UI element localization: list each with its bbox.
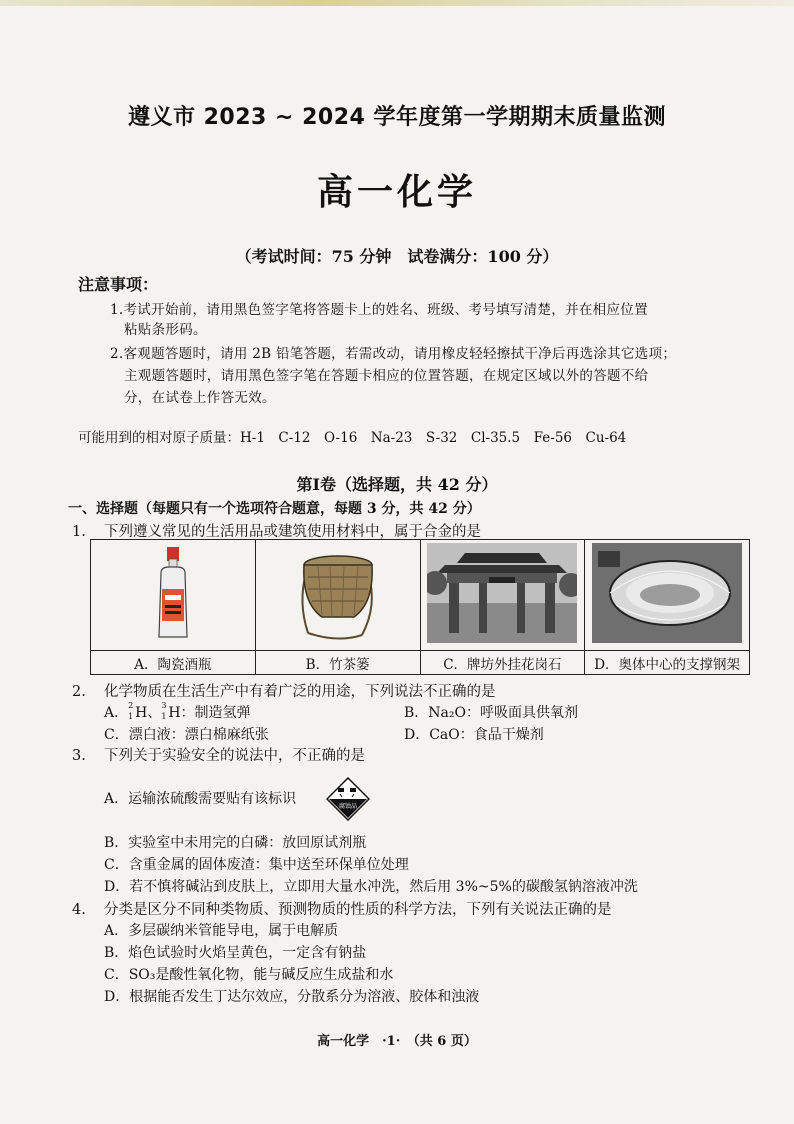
q3-option-d: D．若不慎将碱沾到皮肤上，立即用大量水冲洗，然后用 3%~5%的碳酸氢钠溶液冲洗 (104, 879, 638, 895)
question-number: 4. (72, 902, 86, 918)
option-text: H、 (135, 705, 162, 721)
photo-bamboo-basket (255, 540, 420, 651)
corrosive-hazard-icon (326, 777, 370, 821)
question-2 (72, 680, 496, 701)
photo-liquor-bottle (91, 540, 256, 651)
notes-heading: 注意事项： (78, 275, 159, 294)
option-label: A． (104, 705, 129, 721)
q1-option-c: C．牌坊外挂花岗石 (420, 651, 585, 675)
isotope-atomic-number: 1 (128, 712, 134, 721)
part-heading: 一、选择题（每题只有一个选项符合题意，每题 3 分，共 42 分） (68, 501, 481, 517)
photo-archway (420, 540, 585, 651)
scan-top-edge (0, 0, 794, 6)
question-text: 分类是区分不同种类物质、预测物质的性质的科学方法，下列有关说法正确的是 (104, 902, 612, 918)
question-3 (72, 744, 365, 765)
subject-title: 高一化学 (316, 172, 477, 213)
q3-option-b: B．实验室中未用完的白磷：放回原试剂瓶 (104, 835, 367, 851)
atomic-masses: 可能用到的相对原子质量：H-1 C-12 O-16 Na-23 S-32 Cl-35.5 Fe-56 Cu-64 (78, 430, 627, 446)
question-number: 3. (72, 748, 86, 764)
q4-option-c: C．SO₃是酸性氧化物，能与碱反应生成盐和水 (104, 967, 394, 983)
q1-option-a: A．陶瓷酒瓶 (91, 651, 256, 675)
photo-stadium-steel-frame (585, 540, 750, 651)
note-line: 主观题答题时，请用黑色签字笔在答题卡相应的位置答题，在规定区域以外的答题不给 (124, 368, 649, 384)
q3-option-c: C．含重金属的固体废渣：集中送至环保单位处理 (104, 857, 409, 873)
note-line: 分，在试卷上作答无效。 (124, 390, 276, 406)
q2-option-c: C．漂白液：漂白棉麻纸张 (104, 727, 269, 743)
section-title: 第Ⅰ卷（选择题，共 42 分） (296, 475, 498, 494)
question-text: 下列遵义常见的生活用品或建筑使用材料中，属于合金的是 (104, 524, 481, 540)
question-1 (72, 520, 481, 541)
option-text: H：制造氢弹 (168, 705, 251, 721)
hazard-label: 腐蚀品 (338, 803, 358, 810)
q2-option-d: D．CaO：食品干燥剂 (404, 727, 544, 743)
note-line: 粘贴条形码。 (124, 322, 207, 338)
q4-option-d: D．根据能否发生丁达尔效应，分散系分为溶液、胶体和浊液 (104, 989, 480, 1005)
q2-option-a (104, 702, 251, 722)
q3-option-a: A．运输浓硫酸需要贴有该标识 (104, 791, 297, 807)
question-4 (72, 898, 612, 919)
q1-option-b: B．竹茶篓 (255, 651, 420, 675)
question-text: 下列关于实验安全的说法中，不正确的是 (104, 748, 365, 764)
exam-title: 遵义市 2023 ~ 2024 学年度第一学期期末质量监测 (127, 105, 667, 130)
question-number: 2. (72, 684, 86, 700)
exam-time-info: （考试时间：75 分钟 试卷满分：100 分） (235, 247, 559, 266)
q1-image-table (90, 539, 750, 675)
note-line: 1.考试开始前，请用黑色签字笔将答题卡上的姓名、班级、考号填写清楚，并在相应位置 (110, 302, 648, 318)
q1-option-d: D．奥体中心的支撑钢架 (585, 651, 750, 675)
q2-option-b: B．Na₂O：呼吸面具供氧剂 (404, 705, 578, 721)
isotope-atomic-number: 1 (161, 712, 167, 721)
page-footer: 高一化学 ·1· （共 6 页） (317, 1034, 477, 1049)
q4-option-a: A．多层碳纳米管能导电，属于电解质 (104, 923, 339, 939)
question-text: 化学物质在生活生产中有着广泛的用途，下列说法不正确的是 (104, 684, 496, 700)
isotope-mass-number: 2 (128, 701, 134, 710)
question-number: 1. (72, 524, 86, 540)
q4-option-b: B．焰色试验时火焰呈黄色，一定含有钠盐 (104, 945, 367, 961)
note-line: 2.客观题答题时，请用 2B 铅笔答题，若需改动，请用橡皮轻轻擦拭干净后再选涂其它选项； (110, 346, 677, 362)
isotope-mass-number: 3 (161, 701, 167, 710)
